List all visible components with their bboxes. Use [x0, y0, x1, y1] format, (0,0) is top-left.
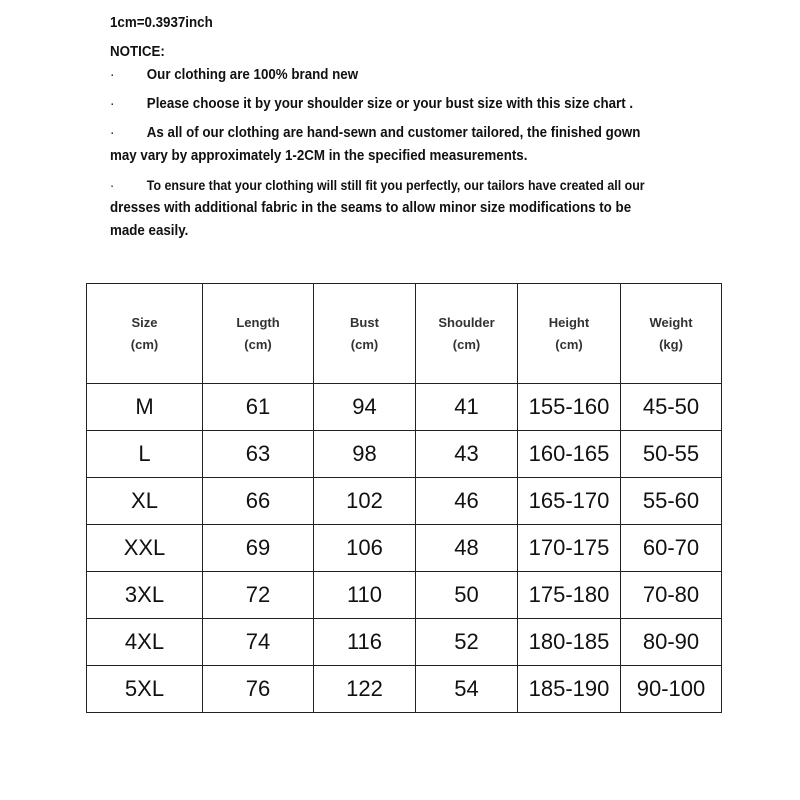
notice-item: [110, 64, 653, 87]
table-cell: 102: [314, 478, 416, 525]
table-header-row: [87, 284, 722, 384]
table-cell: 180-185: [518, 619, 621, 666]
notice-text: Our clothing are 100% brand new: [146, 67, 359, 83]
size-chart-table: [86, 283, 722, 713]
table-cell: 46: [416, 478, 518, 525]
table-cell: 48: [416, 525, 518, 572]
notice-text: Please choose it by your shoulder size or your bust size with this size chart .: [146, 96, 634, 112]
table-row: [87, 619, 722, 666]
notice-title: NOTICE:: [110, 44, 165, 60]
table-cell: 98: [314, 431, 416, 478]
notice-item: [110, 93, 653, 116]
column-header-name: Size: [131, 314, 158, 330]
table-cell: 45-50: [621, 384, 722, 431]
notice-text-continued: dresses with additional fabric in the seams to allow minor size modifications to be: [110, 200, 632, 216]
table-cell: 165-170: [518, 478, 621, 525]
column-header-name: Shoulder: [438, 314, 495, 330]
table-cell: 185-190: [518, 666, 621, 713]
column-header-unit: (cm): [130, 336, 159, 352]
table-cell: XXL: [87, 525, 203, 572]
table-body: [87, 384, 722, 713]
column-header-name: Height: [548, 314, 590, 330]
notice-text-continued: made easily.: [110, 223, 189, 239]
table-cell: 74: [203, 619, 314, 666]
table-cell: 43: [416, 431, 518, 478]
table-cell: 52: [416, 619, 518, 666]
table-cell: 54: [416, 666, 518, 713]
bullet-icon: ·: [110, 125, 115, 141]
table-cell: M: [87, 384, 203, 431]
bullet-icon: ·: [110, 96, 115, 112]
column-header-height: [518, 284, 621, 384]
table-cell: 175-180: [518, 572, 621, 619]
notice-item: [110, 174, 653, 197]
bullet-icon: ·: [110, 178, 115, 193]
column-header-shoulder: [416, 284, 518, 384]
table-cell: 3XL: [87, 572, 203, 619]
table-cell: 61: [203, 384, 314, 431]
table-cell: 63: [203, 431, 314, 478]
column-header-bust: [314, 284, 416, 384]
table-cell: 155-160: [518, 384, 621, 431]
table-row: [87, 431, 722, 478]
table-cell: 106: [314, 525, 416, 572]
table-row: [87, 525, 722, 572]
table-row: [87, 384, 722, 431]
table-row: [87, 478, 722, 525]
unit-conversion: 1cm=0.3937inch: [110, 15, 213, 31]
table-cell: 55-60: [621, 478, 722, 525]
table-cell: 66: [203, 478, 314, 525]
table-cell: 72: [203, 572, 314, 619]
column-header-name: Weight: [649, 314, 693, 330]
table-cell: 70-80: [621, 572, 722, 619]
table-cell: 69: [203, 525, 314, 572]
column-header-size: [87, 284, 203, 384]
column-header-name: Bust: [350, 314, 379, 330]
column-header-unit: (kg): [659, 336, 683, 352]
table-cell: XL: [87, 478, 203, 525]
table-cell: 110: [314, 572, 416, 619]
table-cell: 5XL: [87, 666, 203, 713]
column-header-name: Length: [236, 314, 280, 330]
table-cell: 50: [416, 572, 518, 619]
column-header-unit: (cm): [452, 336, 481, 352]
table-cell: 94: [314, 384, 416, 431]
table-row: [87, 666, 722, 713]
notice-text-continued: may vary by approximately 1-2CM in the specified measurements.: [110, 148, 528, 164]
column-header-unit: (cm): [350, 336, 379, 352]
notice-text: To ensure that your clothing will still fit you perfectly, our tailors have created all our: [146, 178, 645, 193]
column-header-length: [203, 284, 314, 384]
table-cell: 4XL: [87, 619, 203, 666]
table-cell: 170-175: [518, 525, 621, 572]
table-cell: 76: [203, 666, 314, 713]
column-header-weight: [621, 284, 722, 384]
table-cell: 90-100: [621, 666, 722, 713]
column-header-unit: (cm): [555, 336, 583, 352]
notice-item: [110, 122, 653, 145]
notice-text: As all of our clothing are hand-sewn and customer tailored, the finished gown: [146, 125, 641, 141]
table-cell: 50-55: [621, 431, 722, 478]
table-row: [87, 572, 722, 619]
bullet-icon: ·: [110, 67, 115, 83]
table-cell: 122: [314, 666, 416, 713]
table-cell: 116: [314, 619, 416, 666]
table-cell: L: [87, 431, 203, 478]
column-header-unit: (cm): [244, 336, 272, 352]
table-cell: 60-70: [621, 525, 722, 572]
table-cell: 41: [416, 384, 518, 431]
table-cell: 160-165: [518, 431, 621, 478]
notice-section: [110, 12, 653, 243]
table-cell: 80-90: [621, 619, 722, 666]
